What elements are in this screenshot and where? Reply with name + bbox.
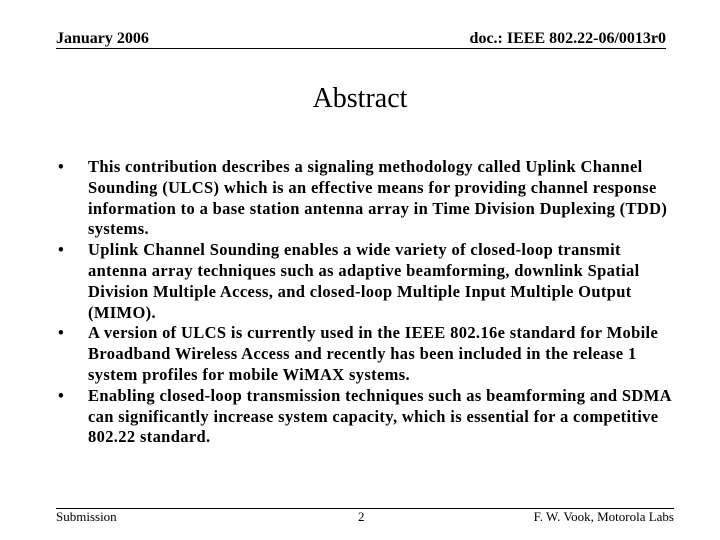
bullet-mark: • — [58, 240, 65, 260]
header-date: January 2006 — [56, 30, 149, 47]
bullet-list — [56, 157, 676, 448]
page-number: 2 — [358, 509, 365, 524]
header-doc-id: doc.: IEEE 802.22-06/0013r0 — [469, 30, 666, 47]
slide-title: Abstract — [312, 83, 408, 114]
bullet-text: Uplink Channel Sounding enables a wide variety of closed-loop transmit antenna array techniques such as adaptive beamforming, downlink Spatial Division Multiple Access, and closed-loop Multiple Input Multiple Output (MIMO). — [88, 240, 640, 322]
bullet-mark: • — [58, 385, 65, 405]
bullet-item — [56, 240, 676, 323]
bullet-item — [56, 323, 676, 385]
bullet-text: A version of ULCS is currently used in the IEEE 802.16e standard for Mobile Broadband Wireless Access and recently has been included in the release 1 system profiles for mobile WiMAX systems. — [88, 323, 659, 384]
bullet-text: Enabling closed-loop transmission techniques such as beamforming and SDMA can significantly increase system capacity, which is essential for a competitive 802.22 standard. — [88, 385, 671, 447]
bullet-mark: • — [58, 323, 65, 343]
footer-submission: Submission — [56, 509, 117, 524]
bullet-item — [56, 386, 676, 448]
bullet-item — [56, 157, 676, 240]
header-rule — [56, 48, 666, 49]
bullet-text: This contribution describes a signaling methodology called Uplink Channel Sounding (ULCS) which is an effective means for providing channel response information to a base station antenna array in Time Division Duplexing (TDD) systems. — [88, 157, 668, 239]
footer-author: F. W. Vook, Motorola Labs — [533, 509, 674, 524]
bullet-mark: • — [58, 157, 65, 176]
